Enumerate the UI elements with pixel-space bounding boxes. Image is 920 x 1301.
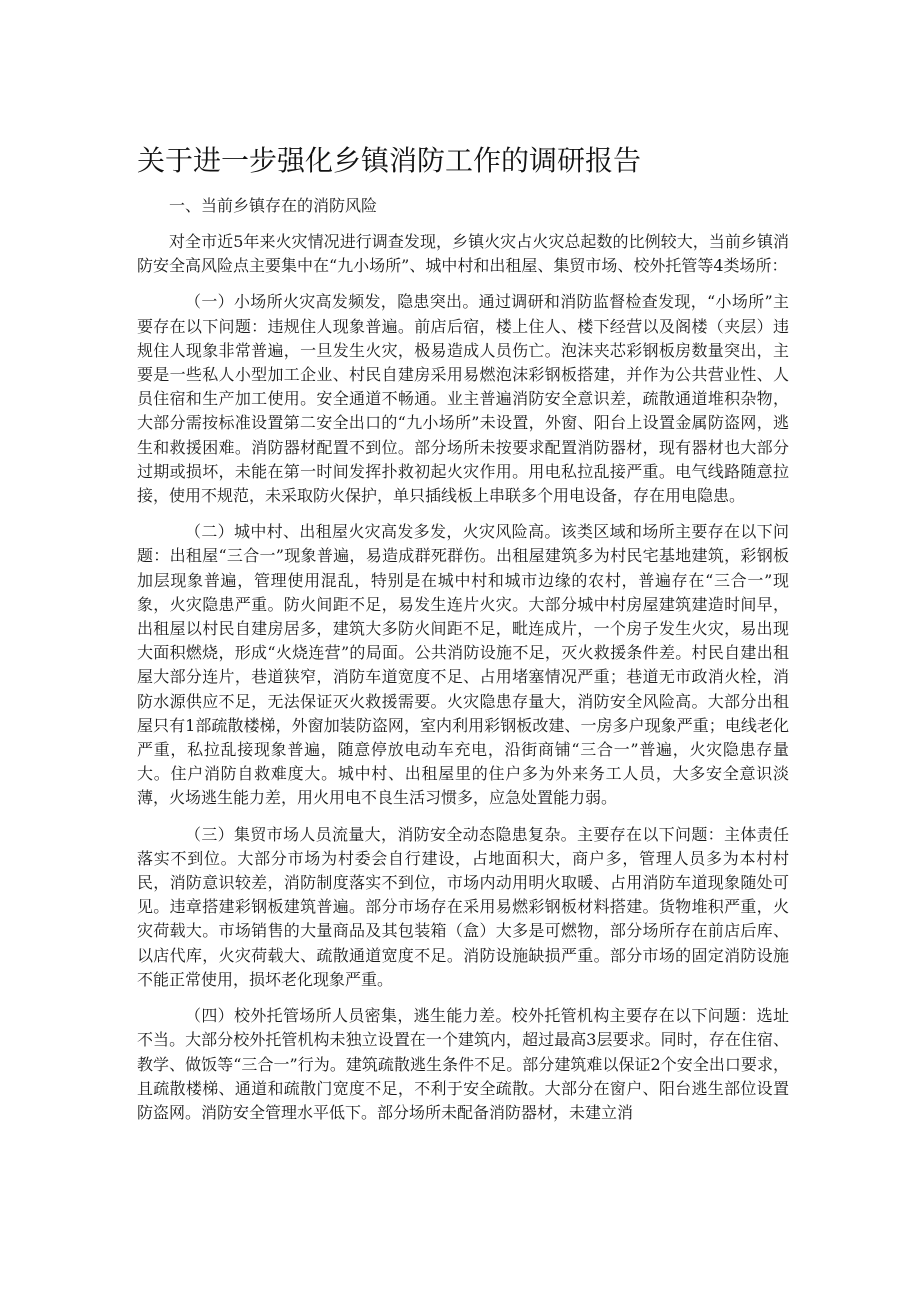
- document-page: [137, 142, 789, 1137]
- paragraph-markets: （三）集贸市场人员流量大，消防安全动态隐患复杂。主要存在以下问题：主体责任落实不到位。大部分市场为村委会自行建设，占地面积大，商户多，管理人员多为本村村民，消防意识较差，消防制度落实不到位，市场内动用明火取暖、占用消防车道现象随处可见。违章搭建彩钢板建筑普遍。部分市场存在采用易燃彩钢板材料搭建。货物堆积严重，火灾荷载大。市场销售的大量商品及其包装箱（盒）大多是可燃物，部分场所存在前店后库、以店代库，火灾荷载大、疏散通道宽度不足。消防设施缺损严重。部分市场的固定消防设施不能正常使用，损坏老化现象严重。: [137, 824, 789, 989]
- paragraph-after-school-care: （四）校外托管场所人员密集，逃生能力差。校外托管机构主要存在以下问题：选址不当。大部分校外托管机构未独立设置在一个建筑内，超过最高3层要求。同时，存在住宿、教学、做饭等“三合一”行为。建筑疏散逃生条件不足。部分建筑难以保证2个安全出口要求，且疏散楼梯、通道和疏散门宽度不足，不利于安全疏散。大部分在窗户、阳台逃生部位设置防盗网。消防安全管理水平低下。部分场所未配备消防器材，未建立消: [137, 1006, 789, 1122]
- paragraph-small-venues: （一）小场所火灾高发频发，隐患突出。通过调研和消防监督检查发现，“小场所”主要存在以下问题：违规住人现象普遍。前店后宿，楼上住人、楼下经营以及阁楼（夹层）违规住人现象非常普遍，一旦发生火灾，极易造成人员伤亡。泡沫夹芯彩钢板房数量突出，主要是一些私人小型加工企业、村民自建房采用易燃泡沫彩钢板搭建，并作为公共营业性、人员住宿和生产加工使用。安全通道不畅通。业主普遍消防安全意识差，疏散通道堆积杂物，大部分需按标准设置第二安全出口的“九小场所”未设置，外窗、阳台上设置金属防盗网，逃生和救援困难。消防器材配置不到位。部分场所未按要求配置消防器材，现有器材也大部分过期或损坏，未能在第一时间发挥扑救初起火灾作用。用电私拉乱接严重。电气线路随意拉接，使用不规范，未采取防火保护，单只插线板上串联多个用电设备，存在用电隐患。: [137, 292, 789, 506]
- document-title: 关于进一步强化乡镇消防工作的调研报告: [137, 144, 642, 177]
- paragraph-intro: 对全市近5年来火灾情况进行调查发现，乡镇火灾占火灾总起数的比例较大，当前乡镇消防安全高风险点主要集中在“九小场所”、城中村和出租屋、集贸市场、校外托管等4类场所：: [137, 232, 789, 276]
- section-heading: 一、当前乡镇存在的消防风险: [169, 196, 378, 215]
- paragraph-urban-villages: （二）城中村、出租屋火灾高发多发，火灾风险高。该类区域和场所主要存在以下问题：出租屋“三合一”现象普遍，易造成群死群伤。出租屋建筑多为村民宅基地建筑，彩钢板加层现象普遍，管理使用混乱，特别是在城中村和城市边缘的农村，普遍存在“三合一”现象，火灾隐患严重。防火间距不足，易发生连片火灾。大部分城中村房屋建筑建造时间早，出租屋以村民自建房居多，建筑大多防火间距不足，毗连成片，一个房子发生火灾，易出现大面积燃烧，形成“火烧连营”的局面。公共消防设施不足，灭火救援条件差。村民自建出租屋大部分连片，巷道狭窄，消防车道宽度不足、占用堵塞情况严重；巷道无市政消火栓，消防水源供应不足，无法保证灭火救援需要。火灾隐患存量大，消防安全风险高。大部分出租屋只有1部疏散楼梯，外窗加装防盗网，室内利用彩钢板改建、一房多户现象严重；电线老化严重，私拉乱接现象普遍，随意停放电动车充电，沿街商铺“三合一”普遍，火灾隐患存量大。住户消防自救难度大。城中村、出租屋里的住户多为外来务工人员，大多安全意识淡薄，火场逃生能力差，用火用电不良生活习惯多，应急处置能力弱。: [137, 522, 789, 808]
